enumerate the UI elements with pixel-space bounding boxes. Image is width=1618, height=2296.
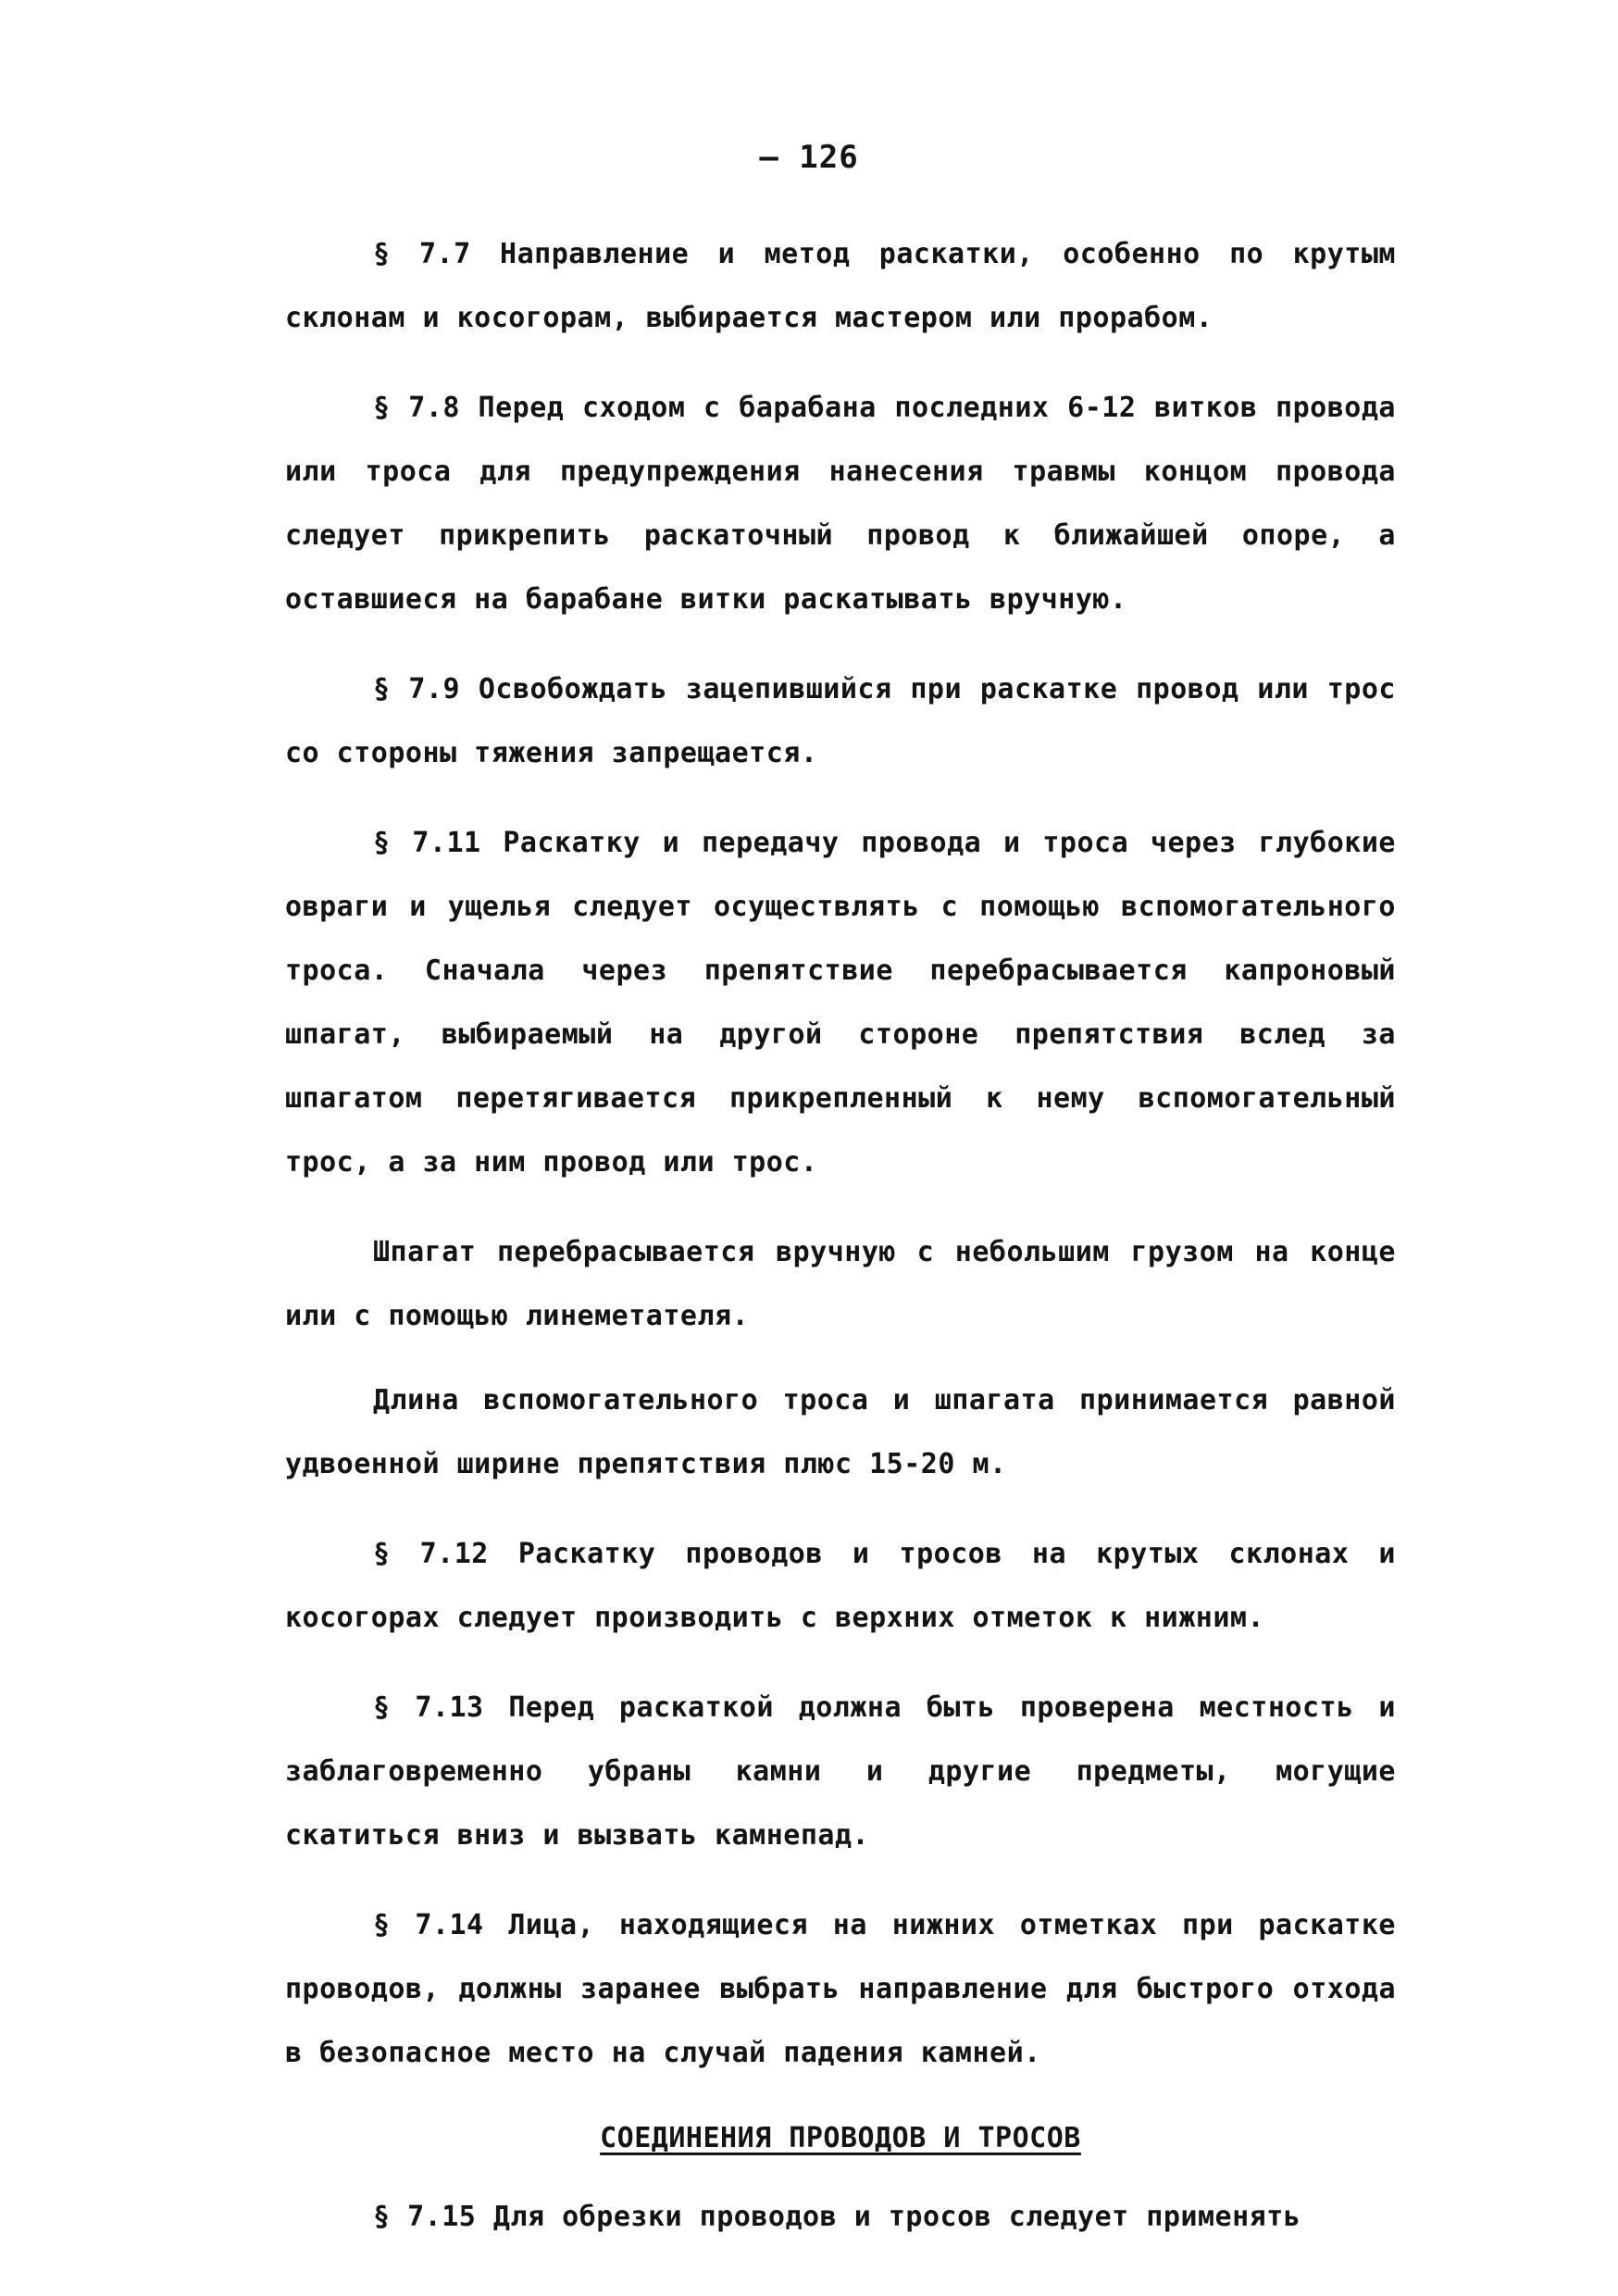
paragraph-7-7: § 7.7 Направление и метод раскатки, особенно по крутым склонам и косогорам, выбирается мастером или прорабом.: [285, 238, 1396, 334]
paragraph-7-8: § 7.8 Перед сходом с барабана последних 6-12 витков провода или троса для предупреждения нанесения травмы концом провода следует прикрепить раскаточный провод к ближайшей опоре, а оставшиеся на барабане витки раскатывать вручную.: [285, 392, 1396, 616]
paragraph-7-12: § 7.12 Раскатку проводов и тросов на крутых склонах и косогорах следует производить с верхних отметок к нижним.: [285, 1538, 1396, 1634]
document-body: [285, 222, 1396, 2275]
paragraph-7-13: § 7.13 Перед раскаткой должна быть проверена местность и заблаговременно убраны камни и другие предметы, могущие скатиться вниз и вызвать камнепад.: [285, 1691, 1396, 1852]
section-heading: СОЕДИНЕНИЯ ПРОВОДОВ И ТРОСОВ: [600, 2122, 1081, 2154]
paragraph-rope-length: Длина вспомогательного троса и шпагата принимается равной удвоенной ширине препятствия плюс 15-20 м.: [285, 1384, 1396, 1480]
paragraph-7-15: § 7.15 Для обрезки проводов и тросов следует применять: [373, 2201, 1301, 2233]
page-number: — 126: [759, 139, 859, 176]
paragraph-7-9: § 7.9 Освобождать зацепившийся при раскатке провод или трос со стороны тяжения запрещается.: [285, 673, 1396, 769]
paragraph-7-14: § 7.14 Лица, находящиеся на нижних отметках при раскатке проводов, должны заранее выбрать направление для быстрого отхода в безопасное место на случай падения камней.: [285, 1909, 1396, 2069]
paragraph-7-11: § 7.11 Раскатку и передачу провода и троса через глубокие овраги и ущелья следует осуществлять с помощью вспомогательного троса. Сначала через препятствие перебрасывается капроновый шпагат, выбираемый на другой стороне препятствия вслед за шпагатом перетягивается прикрепленный к нему вспомогательный трос, а за ним провод или трос.: [285, 827, 1396, 1179]
paragraph-twine: Шпагат перебрасывается вручную с небольшим грузом на конце или с помощью линеметателя.: [285, 1236, 1396, 1332]
